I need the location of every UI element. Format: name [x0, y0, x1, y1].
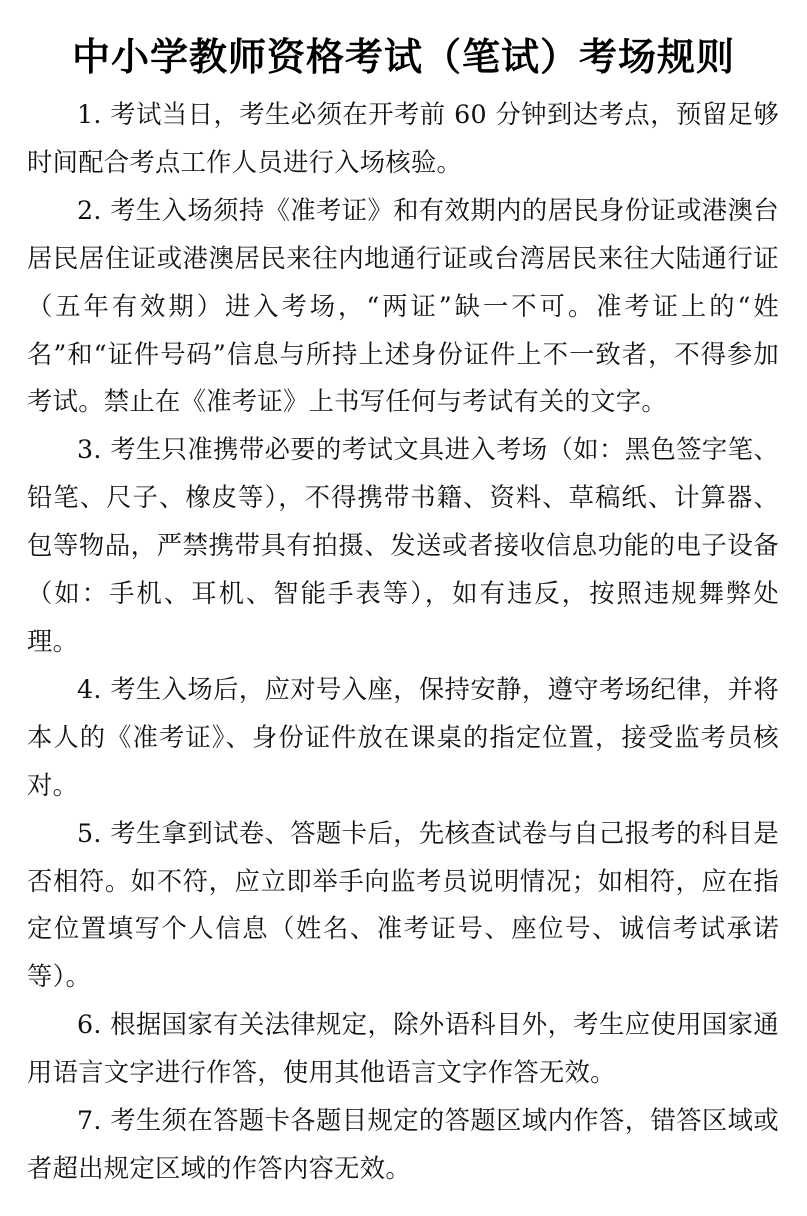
rule-item-5: 5. 考生拿到试卷、答题卡后，先核查试卷与自己报考的科目是否相符。如不符，应立即举手向监考员说明情况；如相符，应在指定位置填写个人信息（姓名、准考证号、座位号、诚信考试承诺等）。: [27, 818, 779, 992]
rule-item-2: 2. 考生入场须持《准考证》和有效期内的居民身份证或港澳台居民居住证或港澳居民来往内地通行证或台湾居民来往大陆通行证（五年有效期）进入考场，“两证”缺一不可。准考证上的“姓名”和“证件号码”信息与所持上述身份证件上不一致者，不得参加考试。禁止在《准考证》上书写任何与考试有关的文字。: [27, 195, 779, 417]
rule-item-7: 7. 考生须在答题卡各题目规定的答题区域内作答，错答区域或者超出规定区域的作答内容无效。: [27, 1106, 779, 1183]
rule-item-6: 6. 根据国家有关法律规定，除外语科目外，考生应使用国家通用语言文字进行作答，使用其他语言文字作答无效。: [27, 1010, 779, 1088]
rule-item-1: 1. 考试当日，考生必须在开考前 60 分钟到达考点，预留足够时间配合考点工作人员进行入场核验。: [27, 100, 779, 177]
document-title: 中小学教师资格考试（笔试）考场规则: [71, 35, 735, 80]
rule-item-4: 4. 考生入场后，应对号入座，保持安静，遵守考场纪律，并将本人的《准考证》、身份证件放在课桌的指定位置，接受监考员核对。: [27, 674, 779, 800]
rule-item-3: 3. 考生只准携带必要的考试文具进入考场（如：黑色签字笔、铅笔、尺子、橡皮等），不得携带书籍、资料、草稿纸、计算器、包等物品，严禁携带具有拍摄、发送或者接收信息功能的电子设备（如：手机、耳机、智能手表等），如有违反，按照违规舞弊处理。: [27, 435, 779, 656]
rules-list: [27, 91, 779, 1193]
